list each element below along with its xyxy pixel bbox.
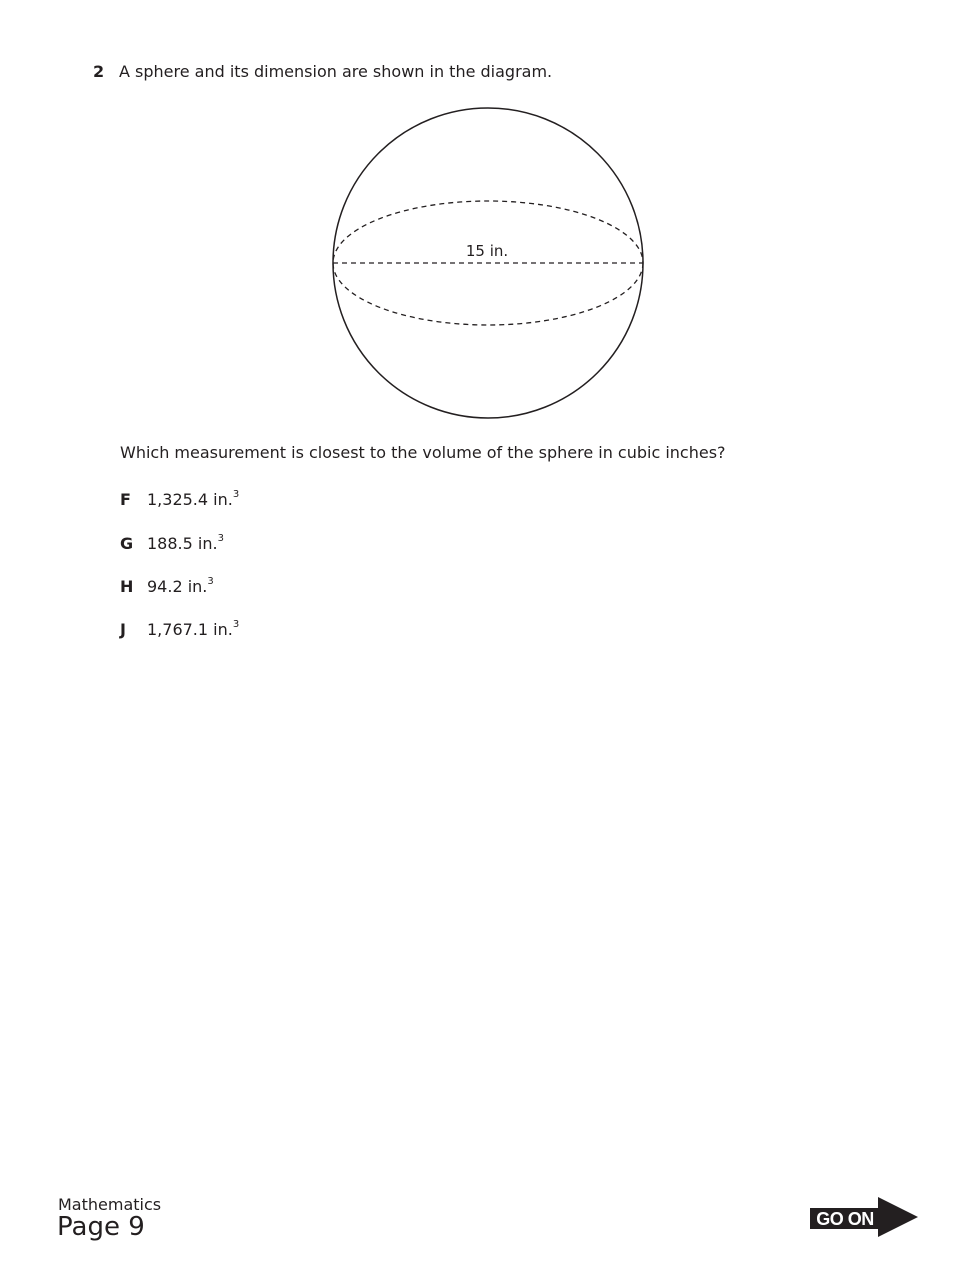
- sphere-diagram: [330, 105, 646, 421]
- choice-value: 1,325.4 in.: [147, 490, 233, 509]
- question-stem: [93, 62, 552, 82]
- answer-choice-f[interactable]: [120, 490, 239, 510]
- question-text: A sphere and its dimension are shown in the diagram.: [119, 62, 553, 81]
- choice-value: 1,767.1 in.: [147, 620, 233, 639]
- choice-value: 188.5 in.: [147, 534, 218, 553]
- answer-choice-j[interactable]: [120, 620, 239, 640]
- question-prompt: Which measurement is closest to the volume of the sphere in cubic inches?: [120, 443, 726, 462]
- page-number: Page 9: [57, 1212, 145, 1242]
- choice-exponent: 3: [207, 576, 214, 587]
- choice-value: 94.2 in.: [147, 577, 208, 596]
- choice-letter: F: [120, 490, 131, 509]
- diameter-label: 15 in.: [465, 242, 509, 260]
- choice-letter: G: [120, 534, 134, 553]
- question-number: 2: [93, 62, 105, 81]
- choice-exponent: 3: [232, 619, 240, 630]
- choice-exponent: 3: [217, 533, 224, 544]
- go-on-label: GO ON: [816, 1209, 874, 1229]
- choice-exponent: 3: [232, 489, 240, 500]
- answer-choice-h[interactable]: [120, 577, 214, 597]
- choice-letter: J: [120, 620, 126, 639]
- answer-choice-g[interactable]: [120, 534, 224, 554]
- footer-subject: Mathematics: [58, 1195, 162, 1214]
- choice-letter: H: [120, 577, 134, 596]
